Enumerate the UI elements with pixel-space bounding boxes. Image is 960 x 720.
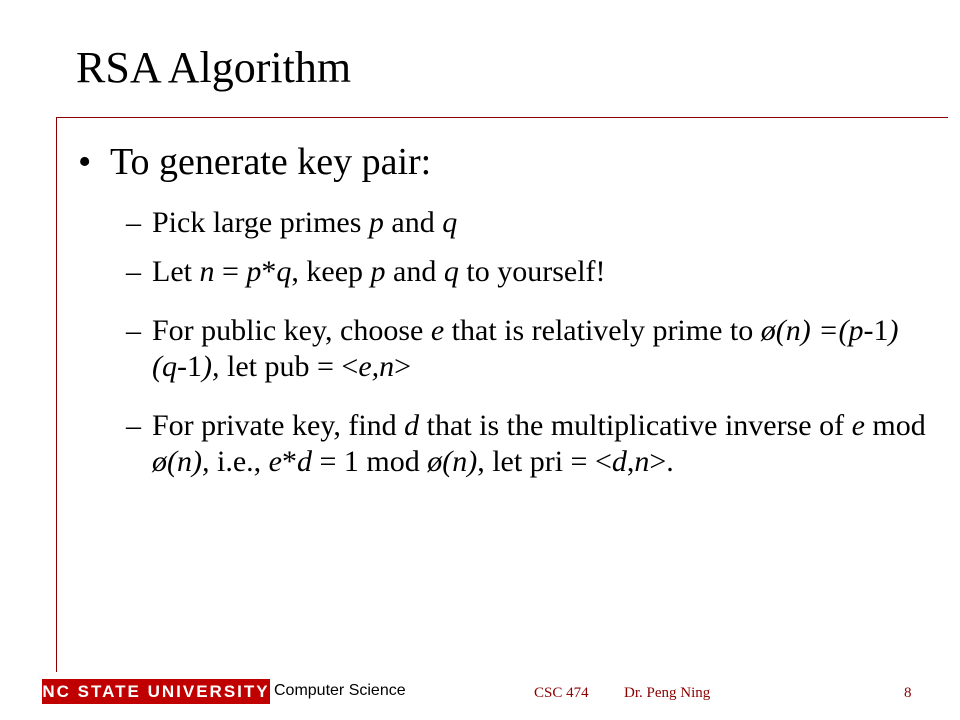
bullet-text: To generate key pair: — [110, 141, 432, 183]
page-number: 8 — [904, 685, 912, 701]
footer-course: CSC 474 — [534, 685, 589, 701]
sub-item-text: For private key, find d that is the multiplicative inverse of e mod ø(n), i.e., e*d = 1 mod ø(n), let pri = <d,n>. — [152, 409, 926, 478]
vertical-divider — [56, 117, 57, 672]
footer-department: Computer Science — [274, 682, 406, 699]
dash-marker: – — [126, 255, 141, 288]
sub-item-text: For public key, choose e that is relatively prime to ø(n) =(p-1)(q-1), let pub = <e,n> — [152, 314, 899, 383]
dash-marker: – — [126, 409, 141, 442]
slide-title: RSA Algorithm — [76, 43, 352, 92]
bullet-marker: • — [78, 141, 92, 183]
footer-author: Dr. Peng Ning — [624, 685, 711, 701]
ncsu-logo — [42, 679, 270, 704]
horizontal-divider — [56, 117, 948, 118]
dash-marker: – — [126, 206, 141, 239]
dash-marker: – — [126, 314, 141, 347]
sub-item-text: Pick large primes p and q — [152, 206, 458, 239]
logo-text: NC STATE UNIVERSITY — [42, 681, 270, 701]
sub-item-text: Let n = p*q, keep p and q to yourself! — [152, 255, 606, 288]
